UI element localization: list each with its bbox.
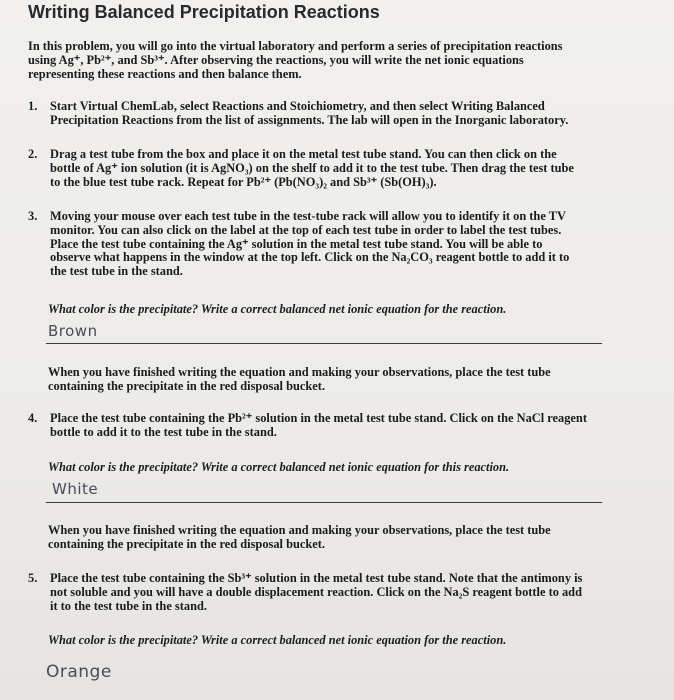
followup-step-3: [48, 366, 628, 394]
step-line: observe what happens in the window at the top left. Click on the Na₂CO₃ reagent bottle to add it to: [50, 250, 570, 265]
followup-line: containing the precipitate in the red disposal bucket.: [48, 378, 325, 393]
handwritten-answer-step-5[interactable]: Orange: [46, 662, 112, 682]
step-line: Start Virtual ChemLab, select Reactions and Stoichiometry, and then select Writing Balanced: [50, 99, 545, 113]
step-number: 3.: [28, 209, 38, 223]
step-line: Place the test tube containing the Pb²⁺ solution in the metal test tube stand. Click on the NaCl reagent: [50, 411, 587, 425]
step-line: not soluble and you will have a double displacement reaction. Click on the Na₂S reagent bottle to add: [50, 584, 582, 599]
intro-line: representing these reactions and then balance them.: [28, 66, 302, 81]
step-line: Precipitation Reactions from the list of assignments. The lab will open in the Inorganic laboratory.: [50, 112, 569, 127]
step-line: Drag a test tube from the box and place it on the metal test tube stand. You can then click on the: [50, 147, 557, 161]
handwritten-answer-step-4[interactable]: White: [52, 480, 99, 498]
step-number: 5.: [28, 571, 38, 585]
step-line: Place the test tube containing the Ag⁺ solution in the metal test tube stand. You will be able to: [50, 236, 543, 251]
step-line: bottle of Ag⁺ ion solution (it is AgNO₃) on the shelf to add it to the test tube. Then drag the test tube: [50, 160, 574, 175]
followup-line: When you have finished writing the equation and making your observations, place the test tube: [48, 365, 551, 379]
followup-step-4: [48, 524, 628, 552]
step-line: Moving your mouse over each test tube in the test-tube rack will allow you to identify it on the TV: [50, 209, 566, 223]
intro-line: In this problem, you will go into the virtual laboratory and perform a series of precipitation reactions: [28, 39, 563, 53]
step-number: 1.: [28, 99, 38, 113]
step-number: 2.: [28, 147, 38, 161]
answer-line: [46, 502, 602, 503]
followup-line: When you have finished writing the equation and making your observations, place the test tube: [48, 523, 551, 537]
intro-paragraph: [28, 40, 628, 81]
question-step-5: What color is the precipitate? Write a correct balanced net ionic equation for the reaction.: [48, 633, 507, 647]
page-title: Writing Balanced Precipitation Reactions: [28, 2, 380, 22]
intro-line: using Ag⁺, Pb²⁺, and Sb³⁺. After observing the reactions, you will write the net ionic equations: [28, 52, 524, 67]
step-number: 4.: [28, 411, 38, 425]
step-line: monitor. You can also click on the label at the top of each test tube in order to label the test tubes.: [50, 222, 562, 237]
handwritten-answer-step-3[interactable]: Brown: [48, 322, 98, 340]
answer-line: [46, 343, 602, 344]
step-line: to the blue test tube rack. Repeat for Pb²⁺ (Pb(NO₃)₂ and Sb³⁺ (Sb(OH)₃).: [50, 174, 437, 189]
followup-line: containing the precipitate in the red disposal bucket.: [48, 536, 325, 551]
step-line: the test tube in the stand.: [50, 264, 183, 279]
step-line: Place the test tube containing the Sb³⁺ solution in the metal test tube stand. Note that the antimony is: [50, 571, 583, 585]
step-line: bottle to add it to the test tube in the stand.: [50, 424, 277, 439]
step-line: it to the test tube in the stand.: [50, 598, 207, 613]
question-step-4: What color is the precipitate? Write a correct balanced net ionic equation for this reaction.: [48, 460, 510, 474]
question-step-3: What color is the precipitate? Write a correct balanced net ionic equation for the reaction.: [48, 302, 507, 316]
